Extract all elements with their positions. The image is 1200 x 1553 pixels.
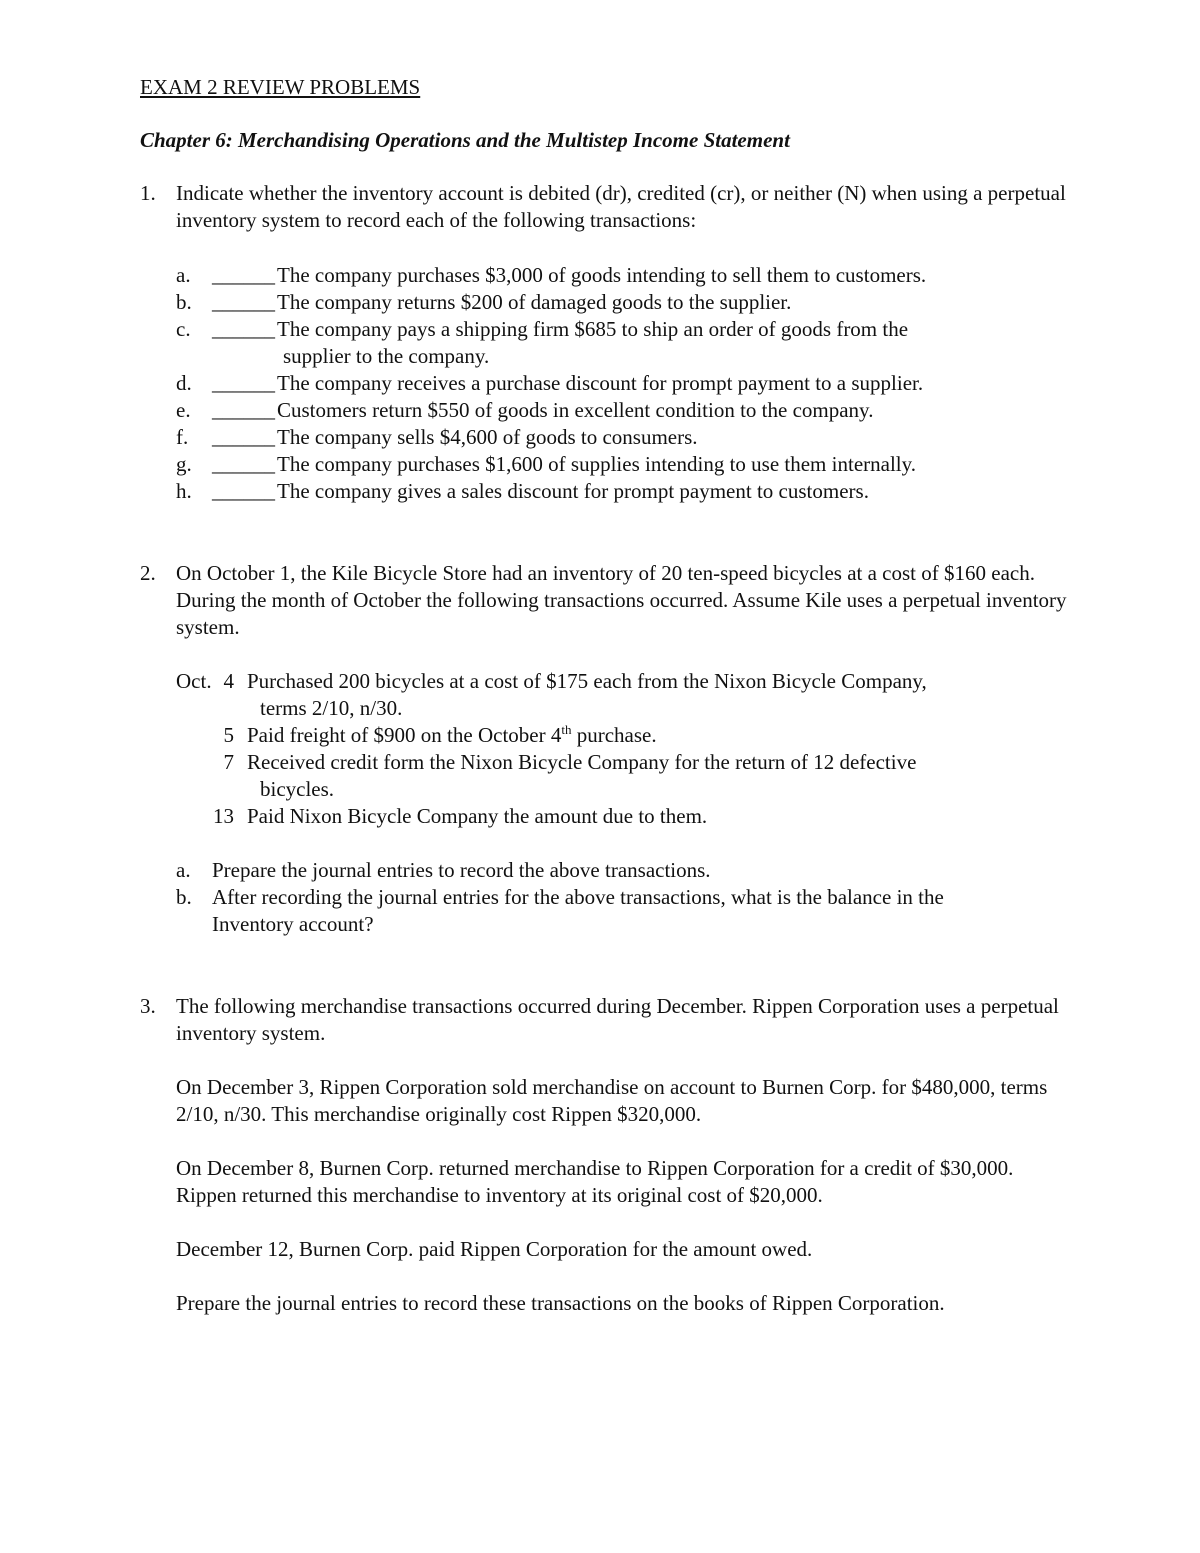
transaction-text: Paid Nixon Bicycle Company the amount due to them.: [247, 804, 708, 828]
list-item: [0, 424, 1200, 451]
answer-blank[interactable]: ______: [212, 398, 275, 422]
month-label: Oct.: [176, 669, 212, 693]
transaction-row: [0, 803, 1200, 830]
problem-text: The following merchandise transactions occurred during December. Rippen Corporation uses a perpetual inventory system.: [176, 994, 1059, 1045]
question-item: [0, 884, 1200, 911]
answer-blank[interactable]: ______: [212, 290, 275, 314]
question-text: After recording the journal entries for the above transactions, what is the balance in the: [212, 885, 944, 909]
list-item: [0, 289, 1200, 316]
page-title: EXAM 2 REVIEW PROBLEMS: [140, 75, 421, 99]
transaction-text-part: Paid freight of $900 on the October 4: [247, 723, 562, 747]
list-item: [0, 316, 1200, 343]
item-text: The company gives a sales discount for prompt payment to customers.: [277, 479, 869, 503]
transaction-day: 4: [223, 669, 234, 693]
item-text-continued: supplier to the company.: [283, 344, 490, 368]
paragraph: December 12, Burnen Corp. paid Rippen Corporation for the amount owed.: [176, 1237, 813, 1261]
item-letter: g.: [176, 452, 192, 476]
list-item: [0, 478, 1200, 505]
paragraph: On December 8, Burnen Corp. returned merchandise to Rippen Corporation for a credit of $30,000. Rippen returned this merchandise to inventory at its original cost of $20,000.: [176, 1156, 1014, 1207]
transaction-text: Received credit form the Nixon Bicycle Company for the return of 12 defective: [247, 750, 917, 774]
item-text: Customers return $550 of goods in excellent condition to the company.: [277, 398, 874, 422]
question-text: Prepare the journal entries to record the above transactions.: [212, 858, 711, 882]
transaction-row: [0, 722, 1200, 749]
item-letter: f.: [176, 425, 189, 449]
transaction-text-part: purchase.: [571, 723, 657, 747]
list-item-continuation: [0, 343, 1200, 370]
chapter-heading: Chapter 6: Merchandising Operations and the Multistep Income Statement: [140, 128, 790, 152]
problem-number: 1.: [140, 181, 156, 205]
paragraph: Prepare the journal entries to record these transactions on the books of Rippen Corporation.: [176, 1291, 945, 1315]
answer-blank[interactable]: ______: [212, 317, 275, 341]
item-text: The company receives a purchase discount for prompt payment to a supplier.: [277, 371, 924, 395]
item-letter: c.: [176, 317, 191, 341]
list-item: [0, 370, 1200, 397]
item-text: The company returns $200 of damaged goods to the supplier.: [277, 290, 792, 314]
question-continuation: [0, 911, 1200, 938]
transaction-continuation: [0, 695, 1200, 722]
question-letter: a.: [176, 858, 191, 882]
question-letter: b.: [176, 885, 192, 909]
transaction-text: [247, 722, 657, 749]
answer-blank[interactable]: ______: [212, 425, 275, 449]
answer-blank[interactable]: ______: [212, 263, 275, 287]
problem-text: Indicate whether the inventory account is debited (dr), credited (cr), or neither (N) when using a perpetual inventory system to record each of the following transactions:: [176, 181, 1066, 232]
list-item: [0, 451, 1200, 478]
transaction-text: Purchased 200 bicycles at a cost of $175 each from the Nixon Bicycle Company,: [247, 669, 927, 693]
item-letter: b.: [176, 290, 192, 314]
transaction-day: 5: [223, 723, 234, 747]
item-text: The company pays a shipping firm $685 to ship an order of goods from the: [277, 317, 909, 341]
item-text: The company purchases $1,600 of supplies intending to use them internally.: [277, 452, 917, 476]
transaction-text-continued: bicycles.: [260, 777, 335, 801]
question-text-continued: Inventory account?: [212, 912, 374, 936]
ordinal-suffix: th: [561, 722, 572, 737]
paragraph: On December 3, Rippen Corporation sold merchandise on account to Burnen Corp. for $480,000, terms 2/10, n/30. This merchandise originally cost Rippen $320,000.: [176, 1075, 1048, 1126]
transaction-day: 13: [213, 804, 234, 828]
transaction-day: 7: [223, 750, 234, 774]
list-item: [0, 262, 1200, 289]
transaction-row: [0, 668, 1200, 695]
problem-text: On October 1, the Kile Bicycle Store had an inventory of 20 ten-speed bicycles at a cost of $160 each. During the month of October the following transactions occurred. Assume Kile uses a perpetual inventory system.: [176, 561, 1067, 639]
item-text: The company purchases $3,000 of goods intending to sell them to customers.: [277, 263, 927, 287]
list-item: [0, 397, 1200, 424]
answer-blank[interactable]: ______: [212, 479, 275, 503]
transaction-text-continued: terms 2/10, n/30.: [260, 696, 403, 720]
transaction-continuation: [0, 776, 1200, 803]
question-item: [0, 857, 1200, 884]
item-text: The company sells $4,600 of goods to consumers.: [277, 425, 698, 449]
problem-number: 2.: [140, 561, 156, 585]
item-letter: d.: [176, 371, 192, 395]
transaction-row: [0, 749, 1200, 776]
item-letter: h.: [176, 479, 192, 503]
problem-number: 3.: [140, 994, 156, 1018]
item-letter: e.: [176, 398, 191, 422]
answer-blank[interactable]: ______: [212, 371, 275, 395]
answer-blank[interactable]: ______: [212, 452, 275, 476]
item-letter: a.: [176, 263, 191, 287]
